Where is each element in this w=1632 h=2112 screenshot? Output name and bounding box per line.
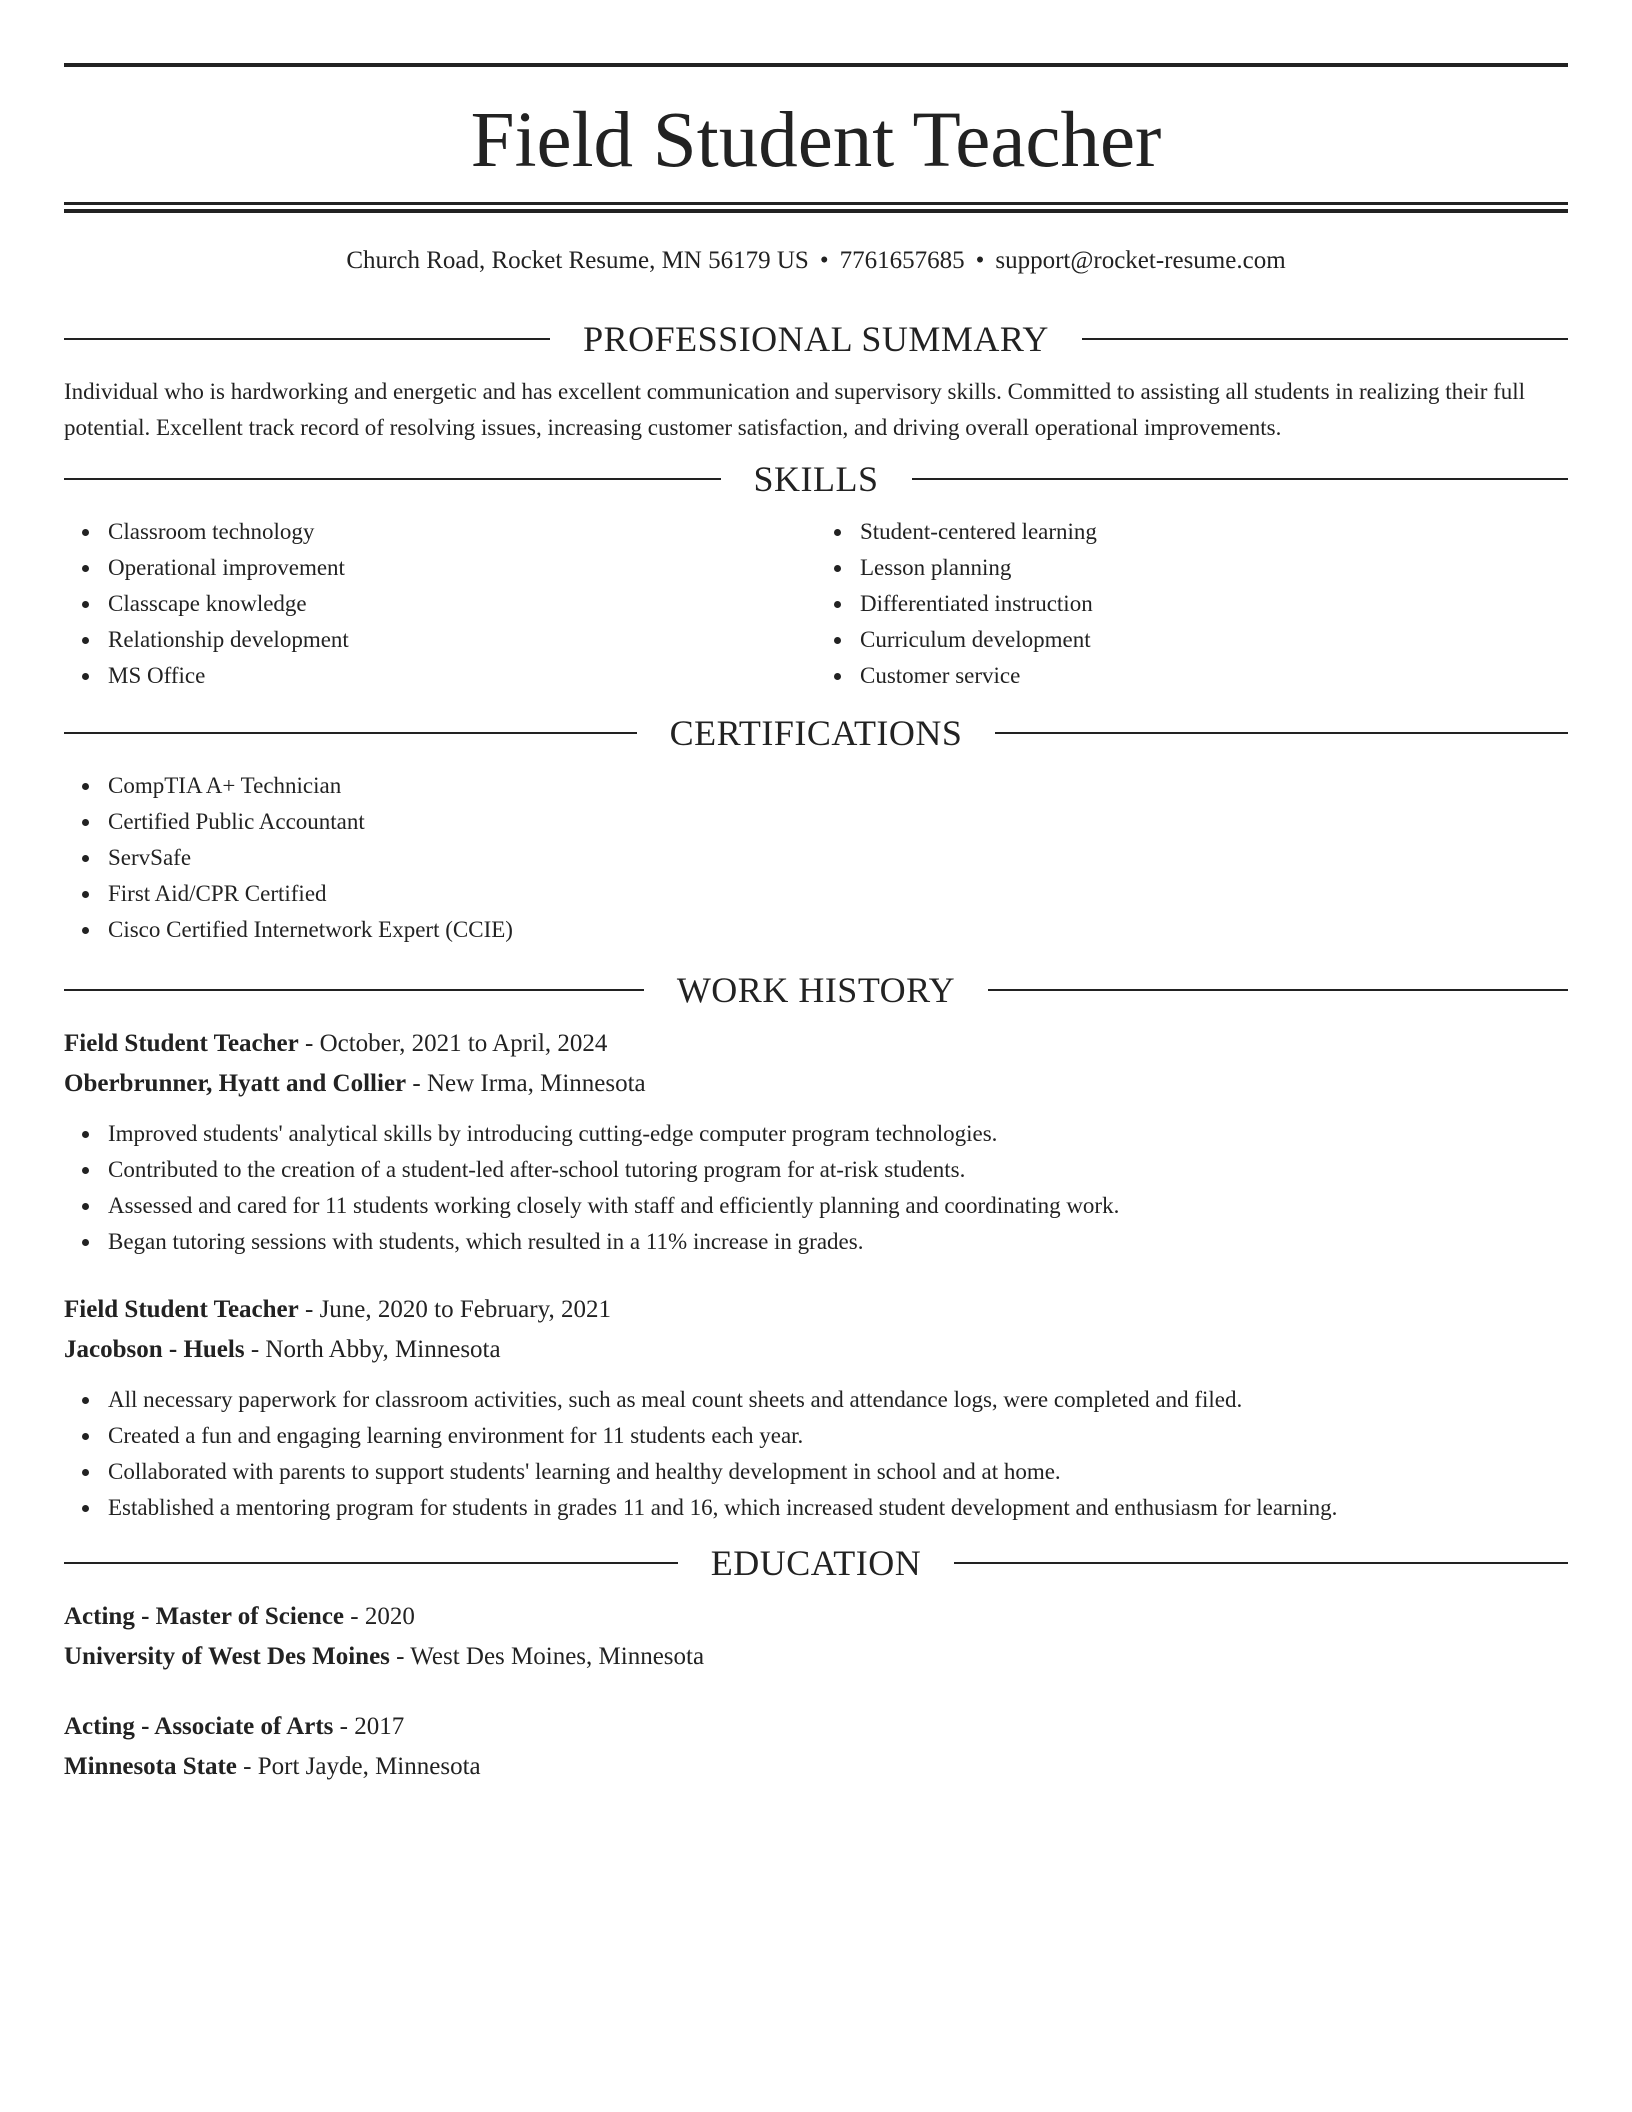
header-double-rule xyxy=(64,202,1568,213)
contact-line xyxy=(64,247,1568,285)
candidate-name: Field Student Teacher xyxy=(470,97,1162,184)
section-divider xyxy=(64,338,550,340)
certification-item: First Aid/CPR Certified xyxy=(108,876,1568,912)
education-degree: Acting - Associate of Arts xyxy=(64,1713,334,1740)
work-section-header xyxy=(64,969,1568,1011)
certifications-list xyxy=(64,768,1568,948)
skills-column-left xyxy=(64,514,816,694)
job-location: - New Irma, Minnesota xyxy=(406,1070,646,1097)
education-degree: Acting - Master of Science xyxy=(64,1603,345,1630)
contact-address: Church Road, Rocket Resume, MN 56179 US xyxy=(346,247,809,274)
job-company-line xyxy=(64,1330,1568,1370)
skills-section-header xyxy=(64,458,1568,500)
summary-text: Individual who is hardworking and energetic and has excellent communication and supervisory skills. Committed to assisting all students in realizing their full potential. Excellent track record of resolving issues, increasing customer satisfaction, and driving overall operational improvements. xyxy=(64,379,1526,440)
job-company-line xyxy=(64,1064,1568,1104)
certification-item: ServSafe xyxy=(108,840,1568,876)
job-duties-list xyxy=(64,1382,1568,1526)
job-company: Oberbrunner, Hyatt and Collier xyxy=(64,1070,407,1097)
summary-section-header xyxy=(64,318,1568,360)
certification-item: Certified Public Accountant xyxy=(108,804,1568,840)
section-divider xyxy=(954,1562,1568,1564)
education-entry xyxy=(64,1707,1568,1787)
contact-separator: • xyxy=(975,247,985,274)
summary-section-title: PROFESSIONAL SUMMARY xyxy=(583,319,1049,359)
certifications-section-title: CERTIFICATIONS xyxy=(669,713,963,753)
job-duty-item: Contributed to the creation of a student-led after-school tutoring program for at-risk students. xyxy=(108,1152,1568,1188)
education-school: University of West Des Moines xyxy=(64,1643,390,1670)
certification-item: Cisco Certified Internetwork Expert (CCIE) xyxy=(108,912,1568,948)
education-year: - 2017 xyxy=(333,1713,405,1740)
skill-item: Operational improvement xyxy=(108,550,816,586)
education-school-line xyxy=(64,1747,1568,1787)
job-dates: - June, 2020 to February, 2021 xyxy=(298,1296,611,1323)
skill-item: Relationship development xyxy=(108,622,816,658)
job-role: Field Student Teacher xyxy=(64,1030,299,1057)
skill-item: MS Office xyxy=(108,658,816,694)
contact-phone: 7761657685 xyxy=(839,247,965,274)
education-year: - 2020 xyxy=(344,1603,415,1630)
job-title-line xyxy=(64,1290,1568,1330)
skills-list xyxy=(64,514,1568,694)
section-divider xyxy=(64,478,721,480)
job-duty-item: Began tutoring sessions with students, which resulted in a 11% increase in grades. xyxy=(108,1224,1568,1260)
education-degree-line xyxy=(64,1597,1568,1637)
skill-item: Curriculum development xyxy=(860,622,1568,658)
header-top-rule xyxy=(64,63,1568,67)
section-divider xyxy=(64,1562,678,1564)
job-role: Field Student Teacher xyxy=(64,1296,299,1323)
education-entry xyxy=(64,1597,1568,1677)
section-divider xyxy=(1082,338,1568,340)
job-company: Jacobson - Huels xyxy=(64,1336,245,1363)
skill-item: Lesson planning xyxy=(860,550,1568,586)
job-duty-item: Assessed and cared for 11 students working closely with staff and efficiently planning and coordinating work. xyxy=(108,1188,1568,1224)
skills-column-right xyxy=(816,514,1568,694)
education-location: - West Des Moines, Minnesota xyxy=(389,1643,705,1670)
skill-item: Classroom technology xyxy=(108,514,816,550)
job-duties-list xyxy=(64,1116,1568,1260)
section-divider xyxy=(995,732,1568,734)
section-divider xyxy=(912,478,1569,480)
section-divider xyxy=(64,989,644,991)
education-school-line xyxy=(64,1637,1568,1677)
skill-item: Student-centered learning xyxy=(860,514,1568,550)
certification-item: CompTIA A+ Technician xyxy=(108,768,1568,804)
job-location: - North Abby, Minnesota xyxy=(244,1336,501,1363)
job-entry xyxy=(64,1290,1568,1526)
education-section-header xyxy=(64,1542,1568,1584)
skill-item: Customer service xyxy=(860,658,1568,694)
job-entry xyxy=(64,1024,1568,1260)
job-title-line xyxy=(64,1024,1568,1064)
job-duty-item: All necessary paperwork for classroom activities, such as meal count sheets and attendance logs, were completed and filed. xyxy=(108,1382,1568,1418)
job-duty-item: Improved students' analytical skills by introducing cutting-edge computer program technologies. xyxy=(108,1116,1568,1152)
contact-email: support@rocket-resume.com xyxy=(995,247,1286,274)
skills-section-title: SKILLS xyxy=(753,459,879,499)
certifications-section-header xyxy=(64,712,1568,754)
job-duty-item: Established a mentoring program for students in grades 11 and 16, which increased student development and enthusiasm for learning. xyxy=(108,1490,1568,1526)
education-school: Minnesota State xyxy=(64,1753,237,1780)
education-section-title: EDUCATION xyxy=(710,1543,922,1583)
job-duty-item: Collaborated with parents to support students' learning and healthy development in school and at home. xyxy=(108,1454,1568,1490)
work-section-title: WORK HISTORY xyxy=(676,970,956,1010)
education-location: - Port Jayde, Minnesota xyxy=(236,1753,481,1780)
education-degree-line xyxy=(64,1707,1568,1747)
section-divider xyxy=(988,989,1568,991)
section-divider xyxy=(64,732,637,734)
contact-separator: • xyxy=(819,247,829,274)
job-duty-item: Created a fun and engaging learning environment for 11 students each year. xyxy=(108,1418,1568,1454)
skill-item: Classcape knowledge xyxy=(108,586,816,622)
skill-item: Differentiated instruction xyxy=(860,586,1568,622)
job-dates: - October, 2021 to April, 2024 xyxy=(298,1030,608,1057)
